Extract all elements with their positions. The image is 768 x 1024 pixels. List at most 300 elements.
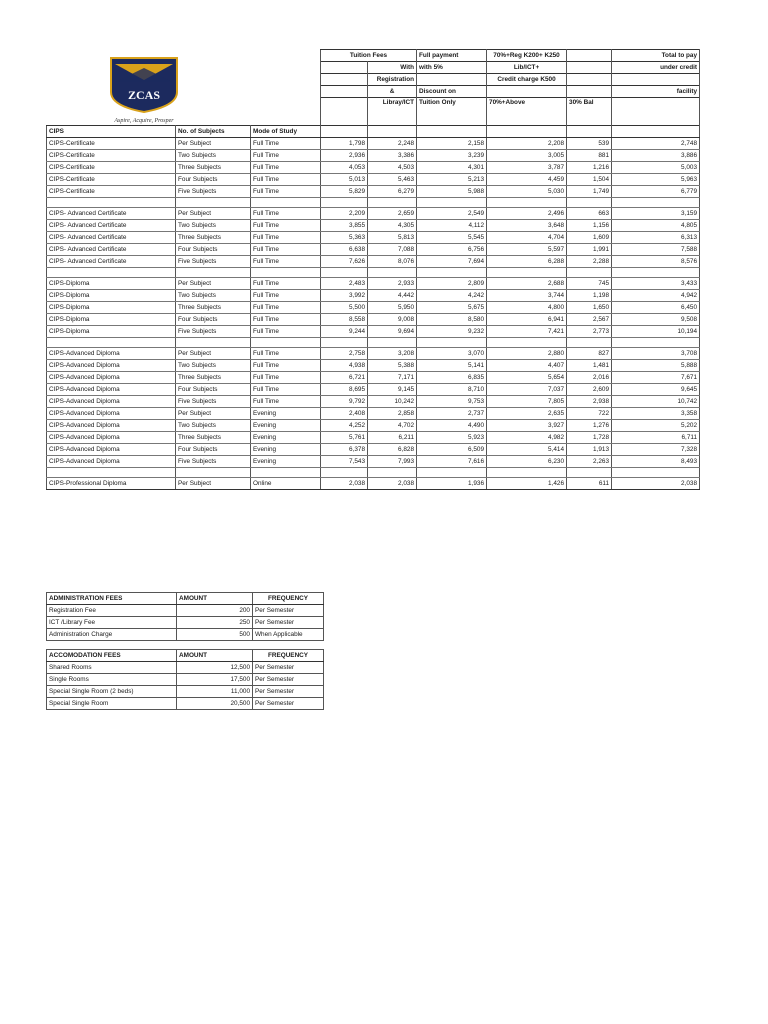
total-cell: 2,038 bbox=[612, 478, 700, 490]
full-payment-cell: 5,141 bbox=[417, 360, 487, 372]
with-reg-cell: 2,038 bbox=[368, 478, 417, 490]
tuition-cell: 5,363 bbox=[321, 232, 368, 244]
program-cell: CIPS-Diploma bbox=[47, 326, 176, 338]
with-reg-cell: 4,442 bbox=[368, 290, 417, 302]
table-row bbox=[47, 162, 700, 174]
mode-cell: Full Time bbox=[251, 256, 321, 268]
full-payment-cell: 4,490 bbox=[417, 420, 487, 432]
subjects-cell: Per Subject bbox=[176, 208, 251, 220]
program-cell: CIPS-Certificate bbox=[47, 162, 176, 174]
tuition-cell: 5,761 bbox=[321, 432, 368, 444]
program-cell: CIPS-Advanced Diploma bbox=[47, 360, 176, 372]
tagline: Aspire, Acquire, Prosper bbox=[114, 118, 174, 124]
fee-name: Special Single Room bbox=[47, 698, 177, 710]
table-row bbox=[47, 314, 700, 326]
subjects-cell: Three Subjects bbox=[176, 302, 251, 314]
with-reg-cell: 3,386 bbox=[368, 150, 417, 162]
thirty-bal-cell: 722 bbox=[567, 408, 612, 420]
mode-cell: Full Time bbox=[251, 384, 321, 396]
with-reg-cell: 9,694 bbox=[368, 326, 417, 338]
tuition-cell: 6,378 bbox=[321, 444, 368, 456]
subjects-cell: Per Subject bbox=[176, 138, 251, 150]
program-cell: CIPS-Diploma bbox=[47, 278, 176, 290]
program-cell: CIPS-Advanced Diploma bbox=[47, 432, 176, 444]
program-cell: CIPS-Advanced Diploma bbox=[47, 444, 176, 456]
subjects-cell: Three Subjects bbox=[176, 372, 251, 384]
tuition-cell: 5,500 bbox=[321, 302, 368, 314]
tuition-cell: 5,829 bbox=[321, 186, 368, 198]
accommodation-title: ACCOMODATION FEES bbox=[47, 650, 177, 662]
seventy-pct-cell: 6,941 bbox=[487, 314, 567, 326]
seventy-pct-header: 70%+Reg K200+ K250 bbox=[487, 50, 567, 62]
table-row bbox=[47, 617, 324, 629]
table-row bbox=[47, 290, 700, 302]
tuition-cell: 2,758 bbox=[321, 348, 368, 360]
total-cell: 3,433 bbox=[612, 278, 700, 290]
program-cell: CIPS- Advanced Certificate bbox=[47, 256, 176, 268]
subjects-cell: Per Subject bbox=[176, 348, 251, 360]
seventy-pct-line: Credit charge K500 bbox=[487, 74, 567, 86]
seventy-pct-cell: 4,704 bbox=[487, 232, 567, 244]
program-col-header: CIPS bbox=[47, 126, 176, 138]
admin-header-row bbox=[47, 593, 324, 605]
table-row bbox=[47, 150, 700, 162]
seventy-pct-cell: 3,744 bbox=[487, 290, 567, 302]
full-payment-cell: 8,580 bbox=[417, 314, 487, 326]
total-cell: 5,202 bbox=[612, 420, 700, 432]
mode-cell: Online bbox=[251, 478, 321, 490]
full-payment-cell: 9,232 bbox=[417, 326, 487, 338]
with-reg-cell: 7,171 bbox=[368, 372, 417, 384]
program-cell: CIPS- Advanced Certificate bbox=[47, 220, 176, 232]
total-cell: 7,328 bbox=[612, 444, 700, 456]
total-cell: 6,313 bbox=[612, 232, 700, 244]
with-reg-cell: 7,088 bbox=[368, 244, 417, 256]
fee-name: Administration Charge bbox=[47, 629, 177, 641]
with-reg-cell: 7,993 bbox=[368, 456, 417, 468]
seventy-pct-cell: 7,421 bbox=[487, 326, 567, 338]
full-payment-line: Tuition Only bbox=[417, 98, 487, 126]
mode-cell: Full Time bbox=[251, 290, 321, 302]
mode-cell: Evening bbox=[251, 456, 321, 468]
thirty-bal-cell: 1,156 bbox=[567, 220, 612, 232]
mode-cell: Full Time bbox=[251, 232, 321, 244]
with-reg-cell: 5,813 bbox=[368, 232, 417, 244]
total-cell: 8,493 bbox=[612, 456, 700, 468]
full-payment-header: Full payment bbox=[417, 50, 487, 62]
tuition-cell: 5,013 bbox=[321, 174, 368, 186]
with-reg-cell: 2,933 bbox=[368, 278, 417, 290]
total-cell: 10,742 bbox=[612, 396, 700, 408]
with-reg-cell: 9,145 bbox=[368, 384, 417, 396]
with-reg-cell: 6,211 bbox=[368, 432, 417, 444]
tuition-cell: 7,543 bbox=[321, 456, 368, 468]
total-cell: 3,159 bbox=[612, 208, 700, 220]
admin-amount-header: AMOUNT bbox=[177, 593, 253, 605]
thirty-bal-cell: 2,938 bbox=[567, 396, 612, 408]
total-line: facility bbox=[612, 86, 700, 98]
total-header: Total to pay bbox=[612, 50, 700, 62]
full-payment-cell: 5,545 bbox=[417, 232, 487, 244]
full-payment-line: Discount on bbox=[417, 86, 487, 98]
seventy-pct-cell: 4,800 bbox=[487, 302, 567, 314]
full-payment-cell: 6,756 bbox=[417, 244, 487, 256]
thirty-bal-cell: 663 bbox=[567, 208, 612, 220]
fees-table bbox=[46, 49, 700, 490]
full-payment-cell: 2,737 bbox=[417, 408, 487, 420]
table-row bbox=[47, 208, 700, 220]
thirty-bal-cell: 2,773 bbox=[567, 326, 612, 338]
program-cell: CIPS-Diploma bbox=[47, 290, 176, 302]
thirty-bal-cell: 1,198 bbox=[567, 290, 612, 302]
full-payment-cell: 9,753 bbox=[417, 396, 487, 408]
subjects-col-header: No. of Subjects bbox=[176, 126, 251, 138]
table-row bbox=[47, 686, 324, 698]
seventy-pct-cell: 2,880 bbox=[487, 348, 567, 360]
admin-title: ADMINISTRATION FEES bbox=[47, 593, 177, 605]
accommodation-header-row bbox=[47, 650, 324, 662]
fee-frequency: Per Semester bbox=[253, 674, 324, 686]
total-cell: 6,450 bbox=[612, 302, 700, 314]
fee-amount: 200 bbox=[177, 605, 253, 617]
full-payment-cell: 2,809 bbox=[417, 278, 487, 290]
table-row bbox=[47, 674, 324, 686]
table-row bbox=[47, 456, 700, 468]
tuition-cell: 2,209 bbox=[321, 208, 368, 220]
table-row bbox=[47, 278, 700, 290]
program-cell: CIPS-Advanced Diploma bbox=[47, 420, 176, 432]
program-cell: CIPS-Diploma bbox=[47, 302, 176, 314]
with-reg-cell: 3,208 bbox=[368, 348, 417, 360]
tuition-cell: 2,408 bbox=[321, 408, 368, 420]
seventy-pct-cell: 6,288 bbox=[487, 256, 567, 268]
program-cell: CIPS-Certificate bbox=[47, 150, 176, 162]
with-reg-cell: 10,242 bbox=[368, 396, 417, 408]
total-cell: 9,645 bbox=[612, 384, 700, 396]
mode-cell: Full Time bbox=[251, 302, 321, 314]
seventy-pct-cell: 4,459 bbox=[487, 174, 567, 186]
accommodation-amount-header: AMOUNT bbox=[177, 650, 253, 662]
tuition-cell: 3,855 bbox=[321, 220, 368, 232]
fee-name: Shared Rooms bbox=[47, 662, 177, 674]
with-reg-cell: 5,950 bbox=[368, 302, 417, 314]
seventy-pct-cell: 6,230 bbox=[487, 456, 567, 468]
with-reg-cell: 6,279 bbox=[368, 186, 417, 198]
full-payment-cell: 2,549 bbox=[417, 208, 487, 220]
mode-cell: Full Time bbox=[251, 220, 321, 232]
subjects-cell: Five Subjects bbox=[176, 326, 251, 338]
fee-name: ICT /Library Fee bbox=[47, 617, 177, 629]
with-reg-cell: 2,659 bbox=[368, 208, 417, 220]
subjects-cell: Four Subjects bbox=[176, 444, 251, 456]
with-reg-cell: 5,388 bbox=[368, 360, 417, 372]
total-cell: 6,779 bbox=[612, 186, 700, 198]
thirty-bal-cell: 827 bbox=[567, 348, 612, 360]
mode-cell: Full Time bbox=[251, 162, 321, 174]
table-row bbox=[47, 360, 700, 372]
seventy-pct-cell: 5,597 bbox=[487, 244, 567, 256]
tuition-cell: 6,638 bbox=[321, 244, 368, 256]
mode-cell: Evening bbox=[251, 444, 321, 456]
subjects-cell: Two Subjects bbox=[176, 220, 251, 232]
subjects-cell: Two Subjects bbox=[176, 290, 251, 302]
seventy-pct-cell: 2,208 bbox=[487, 138, 567, 150]
accommodation-fees-table bbox=[46, 649, 324, 710]
seventy-pct-cell: 3,648 bbox=[487, 220, 567, 232]
thirty-bal-cell: 611 bbox=[567, 478, 612, 490]
thirty-bal-cell: 1,650 bbox=[567, 302, 612, 314]
subjects-cell: Five Subjects bbox=[176, 256, 251, 268]
with-reg-cell: 6,828 bbox=[368, 444, 417, 456]
table-row bbox=[47, 698, 324, 710]
seventy-pct-cell: 4,407 bbox=[487, 360, 567, 372]
thirty-bal-cell: 1,216 bbox=[567, 162, 612, 174]
mode-cell: Evening bbox=[251, 408, 321, 420]
program-cell: CIPS-Certificate bbox=[47, 186, 176, 198]
program-cell: CIPS-Advanced Diploma bbox=[47, 456, 176, 468]
tuition-cell: 6,721 bbox=[321, 372, 368, 384]
with-reg-cell: 8,076 bbox=[368, 256, 417, 268]
with-reg-line: Registration bbox=[368, 74, 417, 86]
tuition-cell: 2,936 bbox=[321, 150, 368, 162]
subjects-cell: Two Subjects bbox=[176, 360, 251, 372]
thirty-bal-cell: 745 bbox=[567, 278, 612, 290]
total-cell: 3,886 bbox=[612, 150, 700, 162]
table-row bbox=[47, 186, 700, 198]
with-reg-cell: 2,248 bbox=[368, 138, 417, 150]
table-row bbox=[47, 372, 700, 384]
seventy-pct-cell: 4,982 bbox=[487, 432, 567, 444]
subjects-cell: Five Subjects bbox=[176, 396, 251, 408]
subjects-cell: Three Subjects bbox=[176, 232, 251, 244]
fee-frequency: Per Semester bbox=[253, 662, 324, 674]
fee-name: Special Single Room (2 beds) bbox=[47, 686, 177, 698]
table-row bbox=[47, 396, 700, 408]
tuition-cell: 9,792 bbox=[321, 396, 368, 408]
header-row-5 bbox=[47, 98, 700, 126]
table-row bbox=[47, 478, 700, 490]
spacer-row bbox=[47, 338, 700, 348]
header-row-1 bbox=[47, 50, 700, 62]
mode-cell: Full Time bbox=[251, 396, 321, 408]
table-row bbox=[47, 605, 324, 617]
seventy-pct-cell: 3,005 bbox=[487, 150, 567, 162]
spacer-row bbox=[47, 268, 700, 278]
seventy-pct-cell: 1,426 bbox=[487, 478, 567, 490]
tuition-cell: 4,252 bbox=[321, 420, 368, 432]
seventy-pct-cell: 5,414 bbox=[487, 444, 567, 456]
fee-frequency: Per Semester bbox=[253, 686, 324, 698]
full-payment-cell: 4,242 bbox=[417, 290, 487, 302]
program-cell: CIPS- Advanced Certificate bbox=[47, 232, 176, 244]
total-cell: 5,888 bbox=[612, 360, 700, 372]
total-cell: 3,708 bbox=[612, 348, 700, 360]
mode-cell: Evening bbox=[251, 420, 321, 432]
table-row bbox=[47, 302, 700, 314]
full-payment-cell: 5,675 bbox=[417, 302, 487, 314]
fee-frequency: When Applicable bbox=[253, 629, 324, 641]
subjects-cell: Two Subjects bbox=[176, 420, 251, 432]
table-row bbox=[47, 174, 700, 186]
total-cell: 5,003 bbox=[612, 162, 700, 174]
subjects-cell: Four Subjects bbox=[176, 174, 251, 186]
full-payment-cell: 6,835 bbox=[417, 372, 487, 384]
thirty-bal-cell: 1,481 bbox=[567, 360, 612, 372]
thirty-bal-cell: 881 bbox=[567, 150, 612, 162]
fee-amount: 20,500 bbox=[177, 698, 253, 710]
fee-amount: 17,500 bbox=[177, 674, 253, 686]
with-reg-cell: 4,503 bbox=[368, 162, 417, 174]
with-reg-cell: 2,858 bbox=[368, 408, 417, 420]
mode-cell: Full Time bbox=[251, 360, 321, 372]
full-payment-cell: 3,239 bbox=[417, 150, 487, 162]
full-payment-cell: 7,694 bbox=[417, 256, 487, 268]
thirty-bal-cell: 1,504 bbox=[567, 174, 612, 186]
tuition-cell: 8,558 bbox=[321, 314, 368, 326]
total-cell: 9,508 bbox=[612, 314, 700, 326]
mode-col-header: Mode of Study bbox=[251, 126, 321, 138]
table-row bbox=[47, 256, 700, 268]
mode-cell: Full Time bbox=[251, 372, 321, 384]
full-payment-cell: 4,112 bbox=[417, 220, 487, 232]
thirty-bal-cell: 2,263 bbox=[567, 456, 612, 468]
subjects-cell: Three Subjects bbox=[176, 162, 251, 174]
fee-amount: 11,000 bbox=[177, 686, 253, 698]
total-cell: 6,711 bbox=[612, 432, 700, 444]
subjects-cell: Five Subjects bbox=[176, 456, 251, 468]
table-row bbox=[47, 432, 700, 444]
thirty-bal-cell: 2,016 bbox=[567, 372, 612, 384]
subjects-cell: Per Subject bbox=[176, 278, 251, 290]
total-cell: 7,588 bbox=[612, 244, 700, 256]
thirty-bal-cell: 539 bbox=[567, 138, 612, 150]
total-cell: 10,194 bbox=[612, 326, 700, 338]
program-cell: CIPS-Advanced Diploma bbox=[47, 384, 176, 396]
tuition-fees-header: Tuition Fees bbox=[321, 50, 417, 62]
logo-text: ZCAS bbox=[127, 88, 161, 102]
table-row bbox=[47, 220, 700, 232]
header-row-3 bbox=[47, 74, 700, 86]
mode-cell: Full Time bbox=[251, 278, 321, 290]
thirty-bal-cell: 1,913 bbox=[567, 444, 612, 456]
full-payment-line: with 5% bbox=[417, 62, 487, 74]
with-reg-cell: 4,702 bbox=[368, 420, 417, 432]
seventy-pct-line: 70%+Above bbox=[487, 98, 567, 126]
table-row bbox=[47, 232, 700, 244]
fee-amount: 250 bbox=[177, 617, 253, 629]
header-row-4 bbox=[47, 86, 700, 98]
program-cell: CIPS-Advanced Diploma bbox=[47, 372, 176, 384]
total-cell: 3,358 bbox=[612, 408, 700, 420]
program-cell: CIPS-Advanced Diploma bbox=[47, 408, 176, 420]
mode-cell: Full Time bbox=[251, 174, 321, 186]
thirty-bal-cell: 1,749 bbox=[567, 186, 612, 198]
full-payment-cell: 7,616 bbox=[417, 456, 487, 468]
seventy-pct-cell: 2,496 bbox=[487, 208, 567, 220]
table-row bbox=[47, 326, 700, 338]
program-cell: CIPS-Professional Diploma bbox=[47, 478, 176, 490]
thirty-bal-cell: 2,567 bbox=[567, 314, 612, 326]
tuition-cell: 2,483 bbox=[321, 278, 368, 290]
subjects-cell: Per Subject bbox=[176, 408, 251, 420]
subjects-cell: Four Subjects bbox=[176, 384, 251, 396]
thirty-bal-cell: 1,276 bbox=[567, 420, 612, 432]
total-line: under credit bbox=[612, 62, 700, 74]
mode-cell: Full Time bbox=[251, 150, 321, 162]
total-cell: 7,671 bbox=[612, 372, 700, 384]
seventy-pct-cell: 2,635 bbox=[487, 408, 567, 420]
total-cell: 8,576 bbox=[612, 256, 700, 268]
table-row bbox=[47, 384, 700, 396]
fee-frequency: Per Semester bbox=[253, 698, 324, 710]
subjects-cell: Four Subjects bbox=[176, 314, 251, 326]
full-payment-cell: 5,923 bbox=[417, 432, 487, 444]
fee-name: Single Rooms bbox=[47, 674, 177, 686]
total-cell: 4,805 bbox=[612, 220, 700, 232]
tuition-cell: 4,938 bbox=[321, 360, 368, 372]
tuition-cell: 8,695 bbox=[321, 384, 368, 396]
table-row bbox=[47, 244, 700, 256]
tuition-cell: 4,053 bbox=[321, 162, 368, 174]
table-row bbox=[47, 444, 700, 456]
program-cell: CIPS- Advanced Certificate bbox=[47, 244, 176, 256]
with-reg-cell: 4,305 bbox=[368, 220, 417, 232]
program-cell: CIPS-Advanced Diploma bbox=[47, 348, 176, 360]
seventy-pct-cell: 7,037 bbox=[487, 384, 567, 396]
admin-frequency-header: FREQUENCY bbox=[253, 593, 324, 605]
table-row bbox=[47, 420, 700, 432]
thirty-bal-cell: 1,609 bbox=[567, 232, 612, 244]
spacer-row bbox=[47, 198, 700, 208]
table-row bbox=[47, 408, 700, 420]
program-cell: CIPS-Certificate bbox=[47, 138, 176, 150]
seventy-pct-cell: 2,688 bbox=[487, 278, 567, 290]
mode-cell: Full Time bbox=[251, 244, 321, 256]
full-payment-cell: 5,213 bbox=[417, 174, 487, 186]
table-row bbox=[47, 629, 324, 641]
thirty-bal-cell: 2,288 bbox=[567, 256, 612, 268]
mode-cell: Full Time bbox=[251, 348, 321, 360]
full-payment-cell: 6,509 bbox=[417, 444, 487, 456]
seventy-pct-cell: 3,927 bbox=[487, 420, 567, 432]
seventy-pct-cell: 3,787 bbox=[487, 162, 567, 174]
mode-cell: Full Time bbox=[251, 186, 321, 198]
subjects-cell: Five Subjects bbox=[176, 186, 251, 198]
subjects-cell: Three Subjects bbox=[176, 432, 251, 444]
fee-frequency: Per Semester bbox=[253, 617, 324, 629]
mode-cell: Full Time bbox=[251, 314, 321, 326]
full-payment-cell: 1,936 bbox=[417, 478, 487, 490]
subjects-cell: Four Subjects bbox=[176, 244, 251, 256]
seventy-pct-cell: 5,654 bbox=[487, 372, 567, 384]
program-cell: CIPS-Certificate bbox=[47, 174, 176, 186]
header-row-2 bbox=[47, 62, 700, 74]
table-row bbox=[47, 348, 700, 360]
mode-cell: Full Time bbox=[251, 326, 321, 338]
thirty-bal-cell: 1,728 bbox=[567, 432, 612, 444]
admin-fees-table bbox=[46, 592, 324, 641]
column-header-row bbox=[47, 126, 700, 138]
tuition-cell: 2,038 bbox=[321, 478, 368, 490]
thirty-bal-cell: 2,609 bbox=[567, 384, 612, 396]
full-payment-cell: 5,988 bbox=[417, 186, 487, 198]
fee-frequency: Per Semester bbox=[253, 605, 324, 617]
mode-cell: Evening bbox=[251, 432, 321, 444]
table-row bbox=[47, 138, 700, 150]
tuition-cell: 7,626 bbox=[321, 256, 368, 268]
fee-amount: 12,500 bbox=[177, 662, 253, 674]
fee-amount: 500 bbox=[177, 629, 253, 641]
